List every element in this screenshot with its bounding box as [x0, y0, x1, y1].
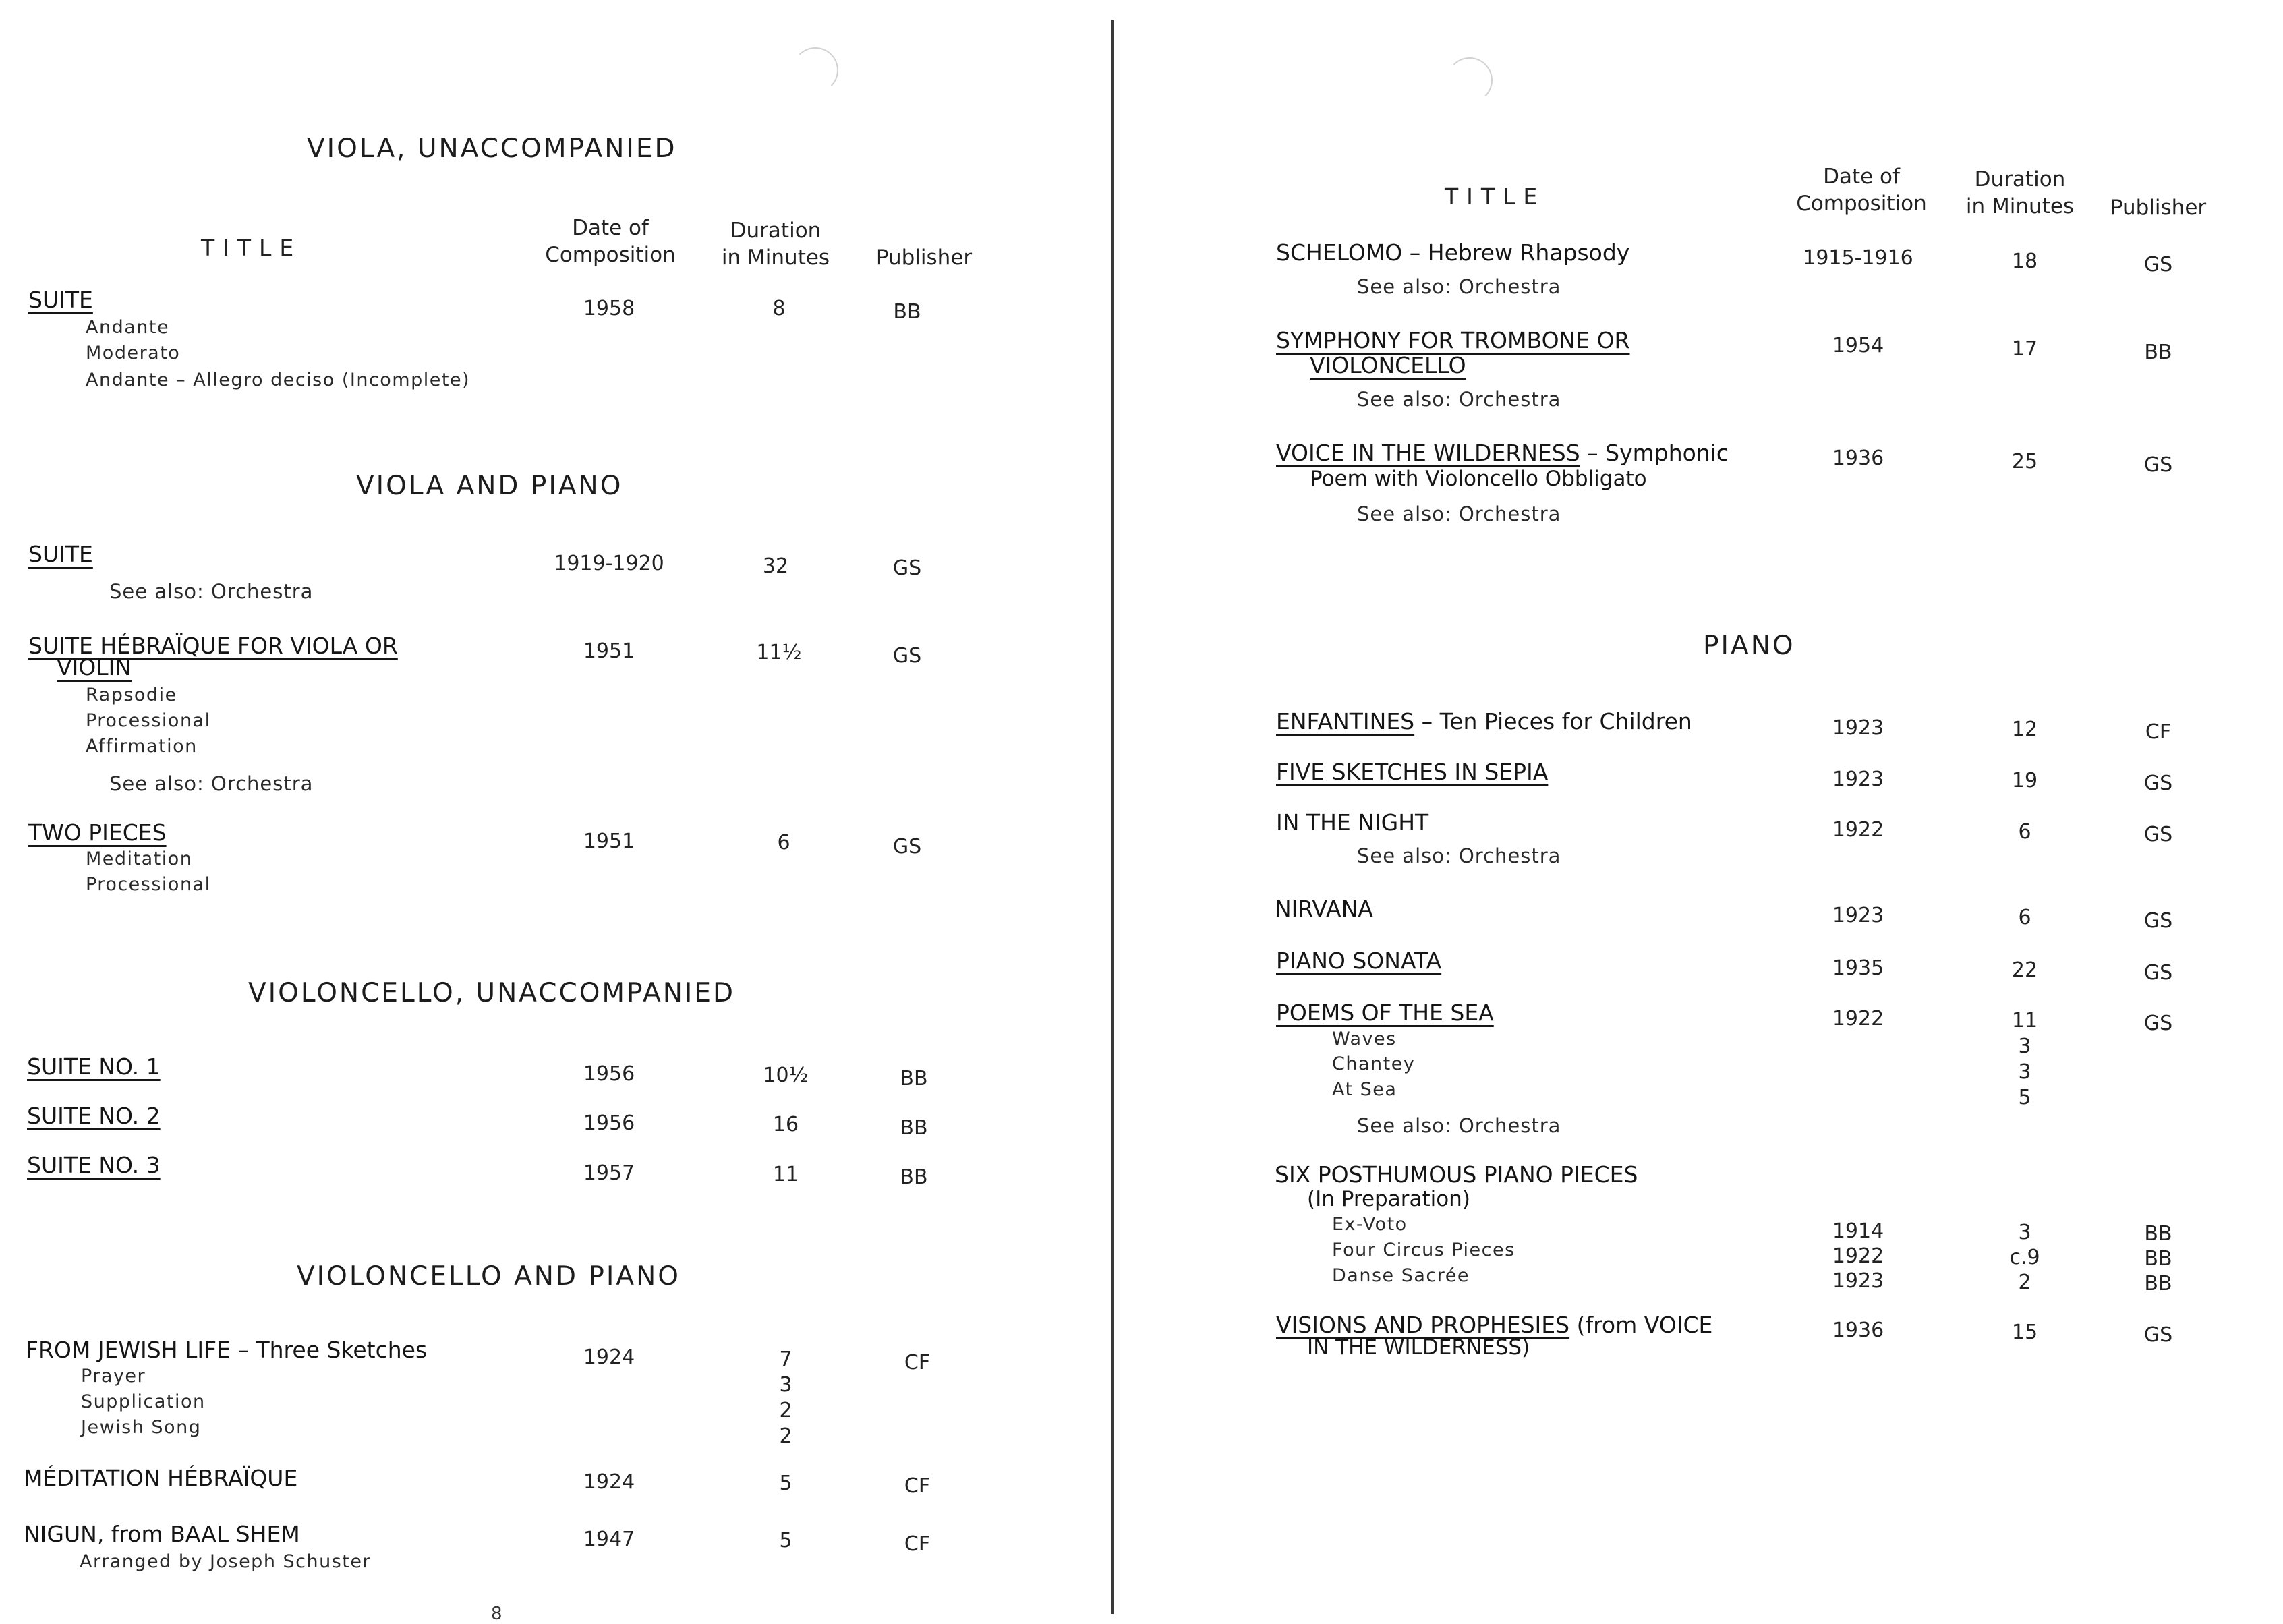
work-title: VOICE IN THE WILDERNESS – Symphonic	[1276, 440, 1729, 466]
duration: 3	[779, 1373, 792, 1397]
column-header-title: TITLE	[201, 235, 302, 261]
date: 1936	[1832, 1318, 1884, 1342]
date: 1956	[583, 1111, 635, 1135]
duration: 6	[2018, 906, 2031, 929]
preparation-note: (In Preparation)	[1307, 1187, 1470, 1211]
duration: 16	[772, 1113, 799, 1136]
publisher: GS	[892, 556, 922, 580]
date: 1935	[1832, 956, 1884, 980]
date: 1919-1920	[554, 552, 664, 575]
work-title: VISIONS AND PROPHESIES (from VOICE	[1276, 1312, 1713, 1338]
date: 1957	[583, 1161, 635, 1185]
work-title-continued: VIOLONCELLO	[1310, 352, 1466, 378]
hole-punch-mark	[1447, 57, 1493, 103]
work-title: ENFANTINES – Ten Pieces for Children	[1276, 708, 1692, 734]
movement: Affirmation	[86, 736, 198, 757]
movement: Supplication	[81, 1391, 206, 1412]
date: 1947	[583, 1528, 635, 1551]
publisher: GS	[892, 644, 922, 668]
movement: At Sea	[1332, 1079, 1397, 1100]
duration: 22	[2011, 958, 2038, 982]
column-header-date: Date of Composition	[545, 216, 676, 267]
see-also-note: See also: Orchestra	[1357, 844, 1561, 867]
work-title: FROM JEWISH LIFE – Three Sketches	[26, 1337, 428, 1363]
work-title: SYMPHONY FOR TROMBONE OR	[1276, 327, 1630, 353]
date: 1951	[583, 830, 635, 853]
date: 1924	[583, 1470, 635, 1494]
work-title: SIX POSTHUMOUS PIANO PIECES	[1275, 1161, 1638, 1188]
work-title: MÉDITATION HÉBRAÏQUE	[24, 1465, 298, 1491]
movement: Chantey	[1332, 1053, 1416, 1074]
publisher: BB	[893, 300, 921, 324]
page-divider	[1111, 20, 1114, 1614]
column-header-date: Date of Composition	[1796, 165, 1927, 216]
publisher: GS	[2143, 823, 2173, 846]
section-heading-piano: PIANO	[1703, 631, 1795, 661]
see-also-note: See also: Orchestra	[109, 772, 314, 795]
work-title-continued: VIOLIN	[57, 654, 132, 680]
work-title: SUITE NO. 3	[27, 1152, 161, 1178]
duration: 18	[2011, 250, 2038, 273]
duration: 3	[2018, 1060, 2031, 1084]
movement: Four Circus Pieces	[1332, 1240, 1515, 1260]
work-title: NIGUN, from BAAL SHEM	[24, 1521, 300, 1547]
duration: 11½	[756, 641, 802, 664]
duration: 2	[779, 1424, 792, 1448]
movement: Processional	[86, 874, 211, 895]
movement: Prayer	[81, 1366, 146, 1387]
movement: Rapsodie	[86, 685, 177, 705]
date: 1954	[1832, 334, 1884, 357]
work-title: SUITE NO. 2	[27, 1103, 161, 1129]
duration: 11	[2011, 1009, 2038, 1033]
publisher: GS	[892, 835, 922, 859]
publisher: CF	[904, 1474, 931, 1498]
column-header-publisher: Publisher	[875, 245, 973, 270]
date: 1936	[1832, 446, 1884, 470]
movement: Andante	[86, 317, 170, 338]
publisher: BB	[2144, 1272, 2172, 1296]
date: 1922	[1832, 1007, 1884, 1031]
movement: Ex-Voto	[1332, 1214, 1408, 1235]
duration: 11	[772, 1163, 799, 1186]
duration: 7	[779, 1347, 792, 1371]
date: 1924	[583, 1345, 635, 1369]
work-title: SUITE NO. 1	[27, 1053, 161, 1080]
publisher: GS	[2143, 253, 2173, 277]
arrangement-note: Arranged by Joseph Schuster	[80, 1551, 372, 1572]
duration: 32	[762, 554, 789, 578]
duration: 6	[777, 831, 790, 854]
date: 1923	[1832, 767, 1884, 791]
work-title: SUITE HÉBRAÏQUE FOR VIOLA OR	[28, 633, 398, 659]
column-header-publisher: Publisher	[2110, 196, 2207, 220]
publisher: BB	[900, 1116, 928, 1140]
work-title: IN THE NIGHT	[1276, 809, 1429, 836]
duration: 3	[2018, 1035, 2031, 1058]
duration: c.9	[2009, 1246, 2040, 1269]
publisher: BB	[2144, 1247, 2172, 1271]
page-number: 8	[491, 1604, 502, 1624]
duration: 3	[2018, 1221, 2031, 1244]
section-heading-viola-unaccompanied: VIOLA, UNACCOMPANIED	[307, 134, 677, 164]
movement: Danse Sacrée	[1332, 1265, 1470, 1286]
publisher: GS	[2143, 1323, 2173, 1347]
see-also-note: See also: Orchestra	[109, 580, 314, 603]
work-title: SUITE	[28, 287, 93, 313]
section-heading-violoncello-and-piano: VIOLONCELLO AND PIANO	[297, 1261, 681, 1292]
see-also-note: See also: Orchestra	[1357, 275, 1561, 298]
duration: 6	[2018, 820, 2031, 844]
date: 1922	[1832, 1244, 1884, 1268]
movement: Meditation	[86, 848, 193, 869]
work-title: POEMS OF THE SEA	[1276, 999, 1494, 1026]
column-header-duration: Duration in Minutes	[721, 219, 830, 270]
see-also-note: See also: Orchestra	[1357, 388, 1561, 411]
duration: 25	[2011, 450, 2038, 473]
work-title: PIANO SONATA	[1276, 948, 1442, 974]
work-title: NIRVANA	[1275, 896, 1373, 922]
publisher: BB	[2144, 1222, 2172, 1246]
date: 1923	[1832, 716, 1884, 740]
date: 1915-1916	[1803, 246, 1913, 270]
duration: 2	[779, 1399, 792, 1422]
work-title-continued: Poem with Violoncello Obbligato	[1310, 467, 1647, 491]
publisher: CF	[2145, 720, 2172, 744]
publisher: BB	[900, 1165, 928, 1189]
publisher: GS	[2143, 961, 2173, 985]
publisher: BB	[900, 1067, 928, 1091]
publisher: GS	[2143, 453, 2173, 477]
date: 1923	[1832, 904, 1884, 927]
section-heading-violoncello-unaccompanied: VIOLONCELLO, UNACCOMPANIED	[248, 978, 736, 1008]
see-also-note: See also: Orchestra	[1357, 1114, 1561, 1137]
movement: Processional	[86, 710, 211, 731]
column-header-duration: Duration in Minutes	[1965, 167, 2075, 219]
duration: 2	[2018, 1271, 2031, 1294]
work-title: SCHELOMO – Hebrew Rhapsody	[1276, 239, 1630, 266]
duration: 12	[2011, 718, 2038, 741]
work-title: FIVE SKETCHES IN SEPIA	[1276, 759, 1549, 785]
section-heading-viola-and-piano: VIOLA AND PIANO	[356, 471, 623, 501]
duration: 17	[2011, 337, 2038, 361]
publisher: GS	[2143, 909, 2173, 933]
publisher: GS	[2143, 772, 2173, 795]
duration: 10½	[763, 1064, 809, 1087]
duration: 5	[2018, 1086, 2031, 1109]
date: 1951	[583, 639, 635, 663]
duration: 15	[2011, 1321, 2038, 1344]
movement: Jewish Song	[81, 1417, 202, 1438]
movement: Waves	[1332, 1028, 1397, 1049]
publisher: BB	[2144, 341, 2172, 364]
duration: 5	[779, 1529, 792, 1553]
movement: Andante – Allegro deciso (Incomplete)	[86, 370, 471, 390]
duration: 5	[779, 1472, 792, 1495]
publisher: CF	[904, 1351, 931, 1374]
hole-punch-mark	[792, 47, 838, 93]
date: 1914	[1832, 1219, 1884, 1243]
see-also-note: See also: Orchestra	[1357, 502, 1561, 525]
column-header-title: TITLE	[1445, 183, 1546, 210]
movement: Moderato	[86, 343, 181, 364]
duration: 19	[2011, 769, 2038, 792]
date: 1923	[1832, 1269, 1884, 1293]
work-title: TWO PIECES	[28, 819, 167, 846]
date: 1922	[1832, 818, 1884, 842]
work-title: SUITE	[28, 541, 93, 567]
duration: 8	[772, 297, 786, 320]
date: 1958	[583, 297, 635, 320]
publisher: CF	[904, 1532, 931, 1556]
date: 1956	[583, 1062, 635, 1086]
publisher: GS	[2143, 1012, 2173, 1035]
work-title-continued: IN THE WILDERNESS)	[1307, 1335, 1530, 1360]
